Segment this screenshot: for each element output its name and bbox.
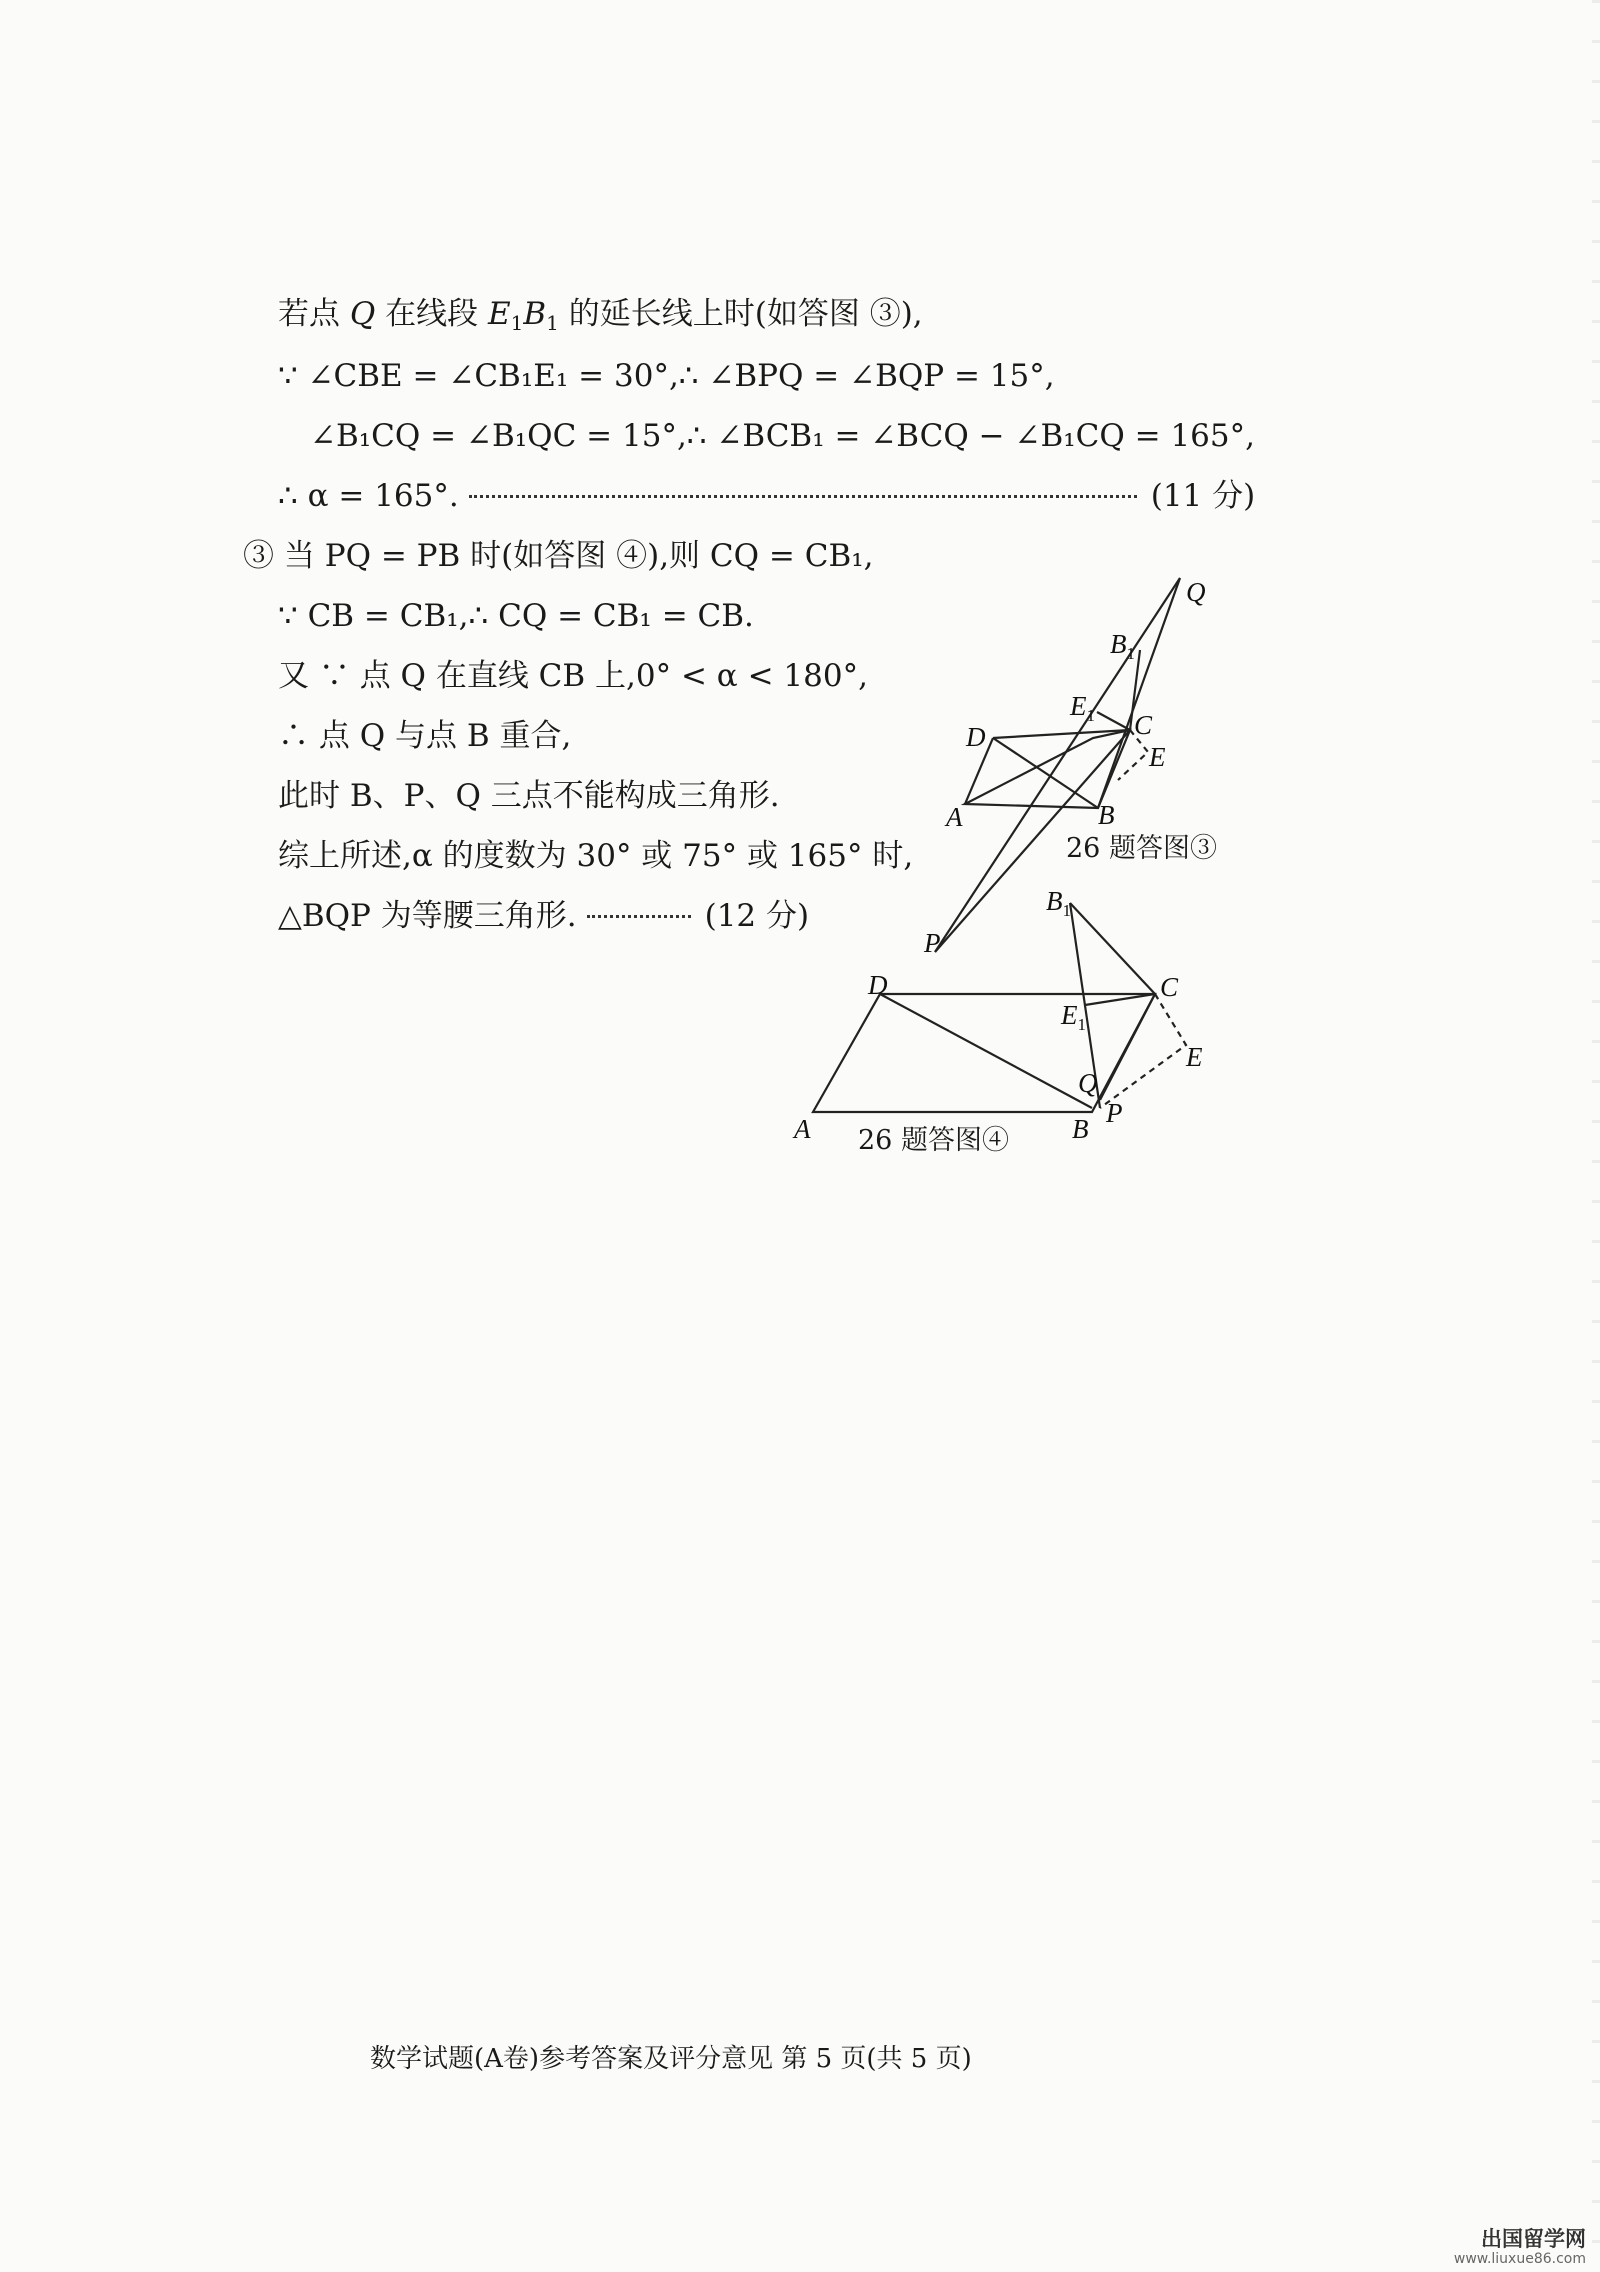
score-12: (12 分) (704, 898, 810, 934)
text-line-4: ∴ α = 165°. (11 分) (278, 478, 1256, 514)
label-b1-4: $B_1$ (1046, 886, 1071, 920)
label-e-4: E (1186, 1042, 1203, 1072)
page-footer: 数学试题(A卷)参考答案及评分意见 第 5 页(共 5 页) (370, 2044, 972, 2074)
watermark-url: www.liuxue86.com (1453, 2251, 1586, 2267)
parallelogram-abcd-3 (965, 730, 1130, 808)
text-line-9: 此时 B、P、Q 三点不能构成三角形. (278, 778, 780, 814)
score-11: (11 分) (1150, 478, 1256, 514)
figure-4-labels (792, 886, 1203, 1144)
text-line-3: ∠B₁CQ = ∠B₁QC = 15°,∴ ∠BCB₁ = ∠BCQ − ∠B₁CQ = 165°, (310, 418, 1255, 454)
label-d-3: D (966, 722, 986, 752)
text-line-2: ∵ ∠CBE = ∠CB₁E₁ = 30°,∴ ∠BPQ = ∠BQP = 15°, (278, 358, 1055, 394)
label-e1-4: $E_1$ (1061, 1000, 1086, 1034)
label-e1-3: $E_1$ (1070, 691, 1095, 725)
label-b-3: B (1098, 800, 1115, 830)
text-line-1: 若点 Q 在线段 $E_1B_1$ 的延长线上时(如答图 ③), (278, 296, 923, 335)
figure-4-caption: 26 题答图④ (858, 1125, 1009, 1156)
segment-db-3 (993, 738, 1098, 808)
text-line-10: 综上所述,α 的度数为 30° 或 75° 或 165° 时, (278, 838, 914, 874)
dashed-cep-4 (1100, 994, 1186, 1108)
label-e-3: E (1149, 742, 1166, 772)
label-b1-3: $B_1$ (1110, 629, 1135, 663)
figure-4 (813, 903, 1186, 1112)
text-line-7: 又 ∵ 点 Q 在直线 CB 上,0° < α < 180°, (278, 658, 868, 694)
label-b-4: B (1072, 1114, 1089, 1144)
text-line-11: △BQP 为等腰三角形. (12 分) (278, 898, 810, 934)
watermark-name: 出国留学网 (1481, 2227, 1586, 2251)
text-line-6: ∵ CB = CB₁,∴ CQ = CB₁ = CB. (278, 598, 754, 634)
segment-qb-3 (1098, 578, 1180, 808)
label-c-3: C (1134, 710, 1153, 740)
figure-3-caption: 26 题答图③ (1066, 833, 1217, 864)
label-a-3: A (946, 802, 963, 832)
label-p-4: P (1106, 1098, 1123, 1128)
text-line-8: ∴ 点 Q 与点 B 重合, (278, 718, 572, 754)
text-line-5: ③ 当 PQ = PB 时(如答图 ④),则 CQ = CB₁, (243, 538, 874, 574)
label-c-4: C (1160, 972, 1179, 1002)
label-q-4: Q (1078, 1068, 1098, 1098)
label-d-4: D (868, 970, 888, 1000)
label-a-4: A (794, 1114, 811, 1144)
segment-qc-4 (1100, 994, 1155, 1100)
segment-e1c-3 (1097, 712, 1130, 730)
label-p-3: P (924, 928, 941, 958)
segment-b1c-4 (1070, 903, 1155, 994)
site-watermark (1454, 2229, 1586, 2266)
label-q-3: Q (1186, 577, 1206, 607)
